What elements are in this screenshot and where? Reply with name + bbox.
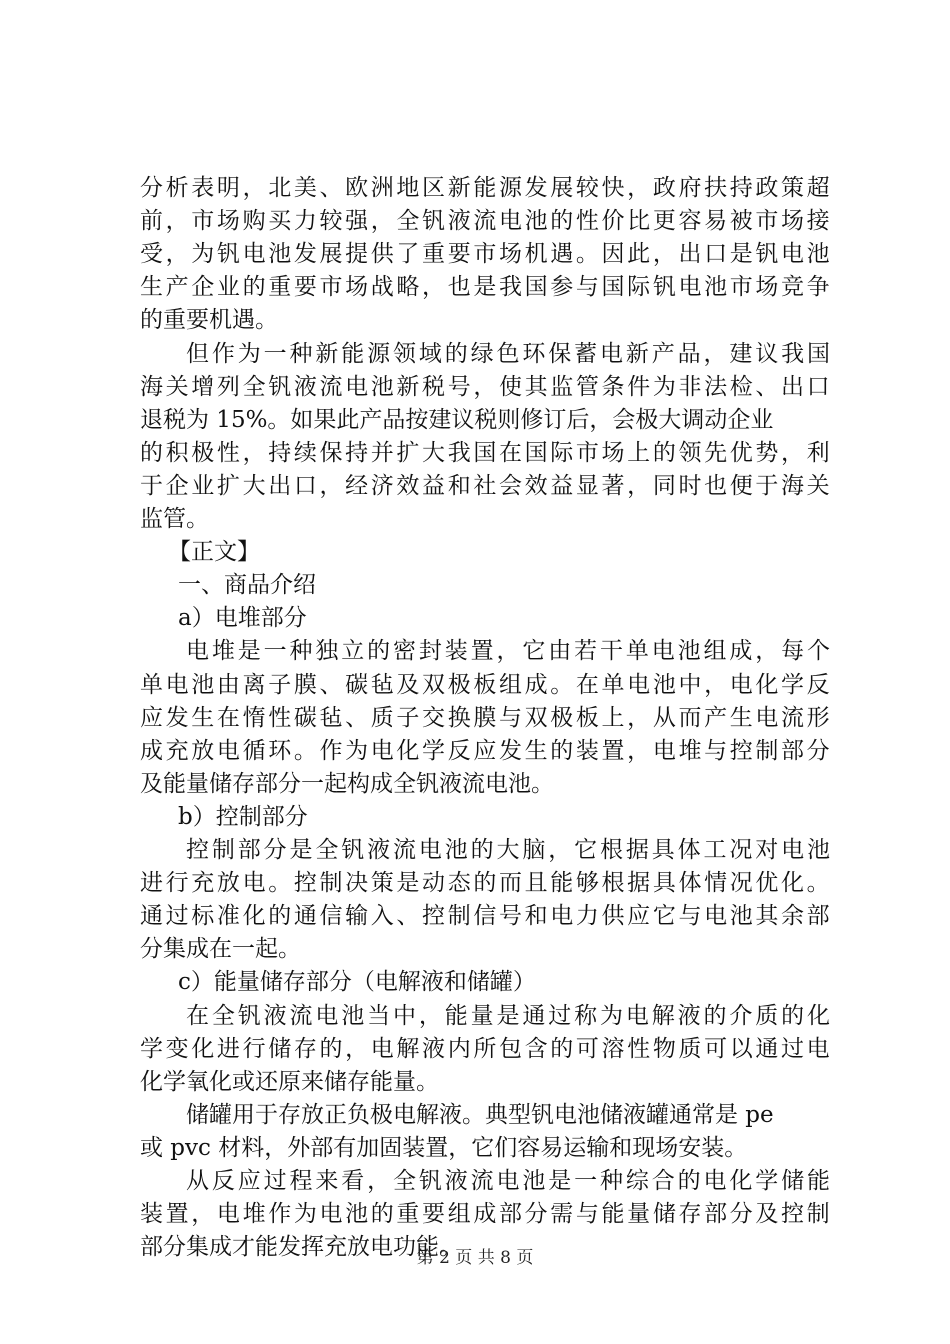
text-line: 装 置 ， 电 堆 作 为 电 池 的 重 要 组 成 部 分 需 与 能 量 储 存 部 分 及 控 制 xyxy=(140,1201,830,1228)
text-line: 通 过 标 准 化 的 通 信 输 入 、 控 制 信 号 和 电 力 供 应 它 与 电 池 其 余 部 xyxy=(140,903,830,930)
text-line: 的重要机遇。 xyxy=(140,307,278,334)
text-line: 海 关 增 列 全 钒 液 流 电 池 新 税 号 ， 使 其 监 管 条 件 为 非 法 检 、 出 口 xyxy=(140,373,830,400)
text-line: 受 ， 为 钒 电 池 发 展 提 供 了 重 要 市 场 机 遇 。 因 此 ， 出 口 是 钒 电 池 xyxy=(140,241,830,268)
text-line: 控 制 部 分 是 全 钒 液 流 电 池 的 大 脑 ， 它 根 据 具 体 工 况 对 电 池 xyxy=(186,837,830,863)
text-line: 电 堆 是 一 种 独 立 的 密 封 装 置 ， 它 由 若 干 单 电 池 组 成 ， 每 个 xyxy=(186,638,830,665)
text-line: 的 积 极 性 ， 持 续 保 持 并 扩 大 我 国 在 国 际 市 场 上 的 领 先 优 势 ， 利 xyxy=(140,439,830,466)
text-line: 化学氧化或还原来储存能量。 xyxy=(140,1068,439,1095)
text-line: 在 全 钒 液 流 电 池 当 中 ， 能 量 是 通 过 称 为 电 解 液 的 介 质 的 化 xyxy=(186,1002,830,1029)
text-line: 但 作 为 一 种 新 能 源 领 域 的 绿 色 环 保 蓄 电 新 产 品 ， 建 议 我 国 xyxy=(186,340,830,367)
text-line: 部分集成才能发挥充放电功能。 xyxy=(140,1234,462,1261)
text-line: 储罐用于存放正负极电解液。典型钒电池储液罐通常是 pe xyxy=(186,1101,774,1128)
text-line: 进 行 充 放 电 。 控 制 决 策 是 动 态 的 而 且 能 够 根 据 具 体 情 况 优 化 。 xyxy=(140,870,830,897)
text-line: 监管。 xyxy=(140,506,209,532)
text-line: 一、商品介绍 xyxy=(178,572,316,599)
text-line: 退税为 15%。如果此产品按建议税则修订后，会极大调动企业 xyxy=(140,406,774,433)
text-line: b）控制部分 xyxy=(178,803,308,830)
page-footer xyxy=(0,1243,950,1268)
text-line: c）能量储存部分（电解液和储罐） xyxy=(178,969,536,996)
text-line: 单 电 池 由 离 子 膜 、 碳 毡 及 双 极 板 组 成 。 在 单 电 池 中 ， 电 化 学 反 xyxy=(140,671,830,698)
text-line: 从 反 应 过 程 来 看 ， 全 钒 液 流 电 池 是 一 种 综 合 的 电 化 学 储 能 xyxy=(186,1168,830,1194)
text-line: 生 产 企 业 的 重 要 市 场 战 略 ， 也 是 我 国 参 与 国 际 钒 电 池 市 场 竞 争 xyxy=(140,274,830,301)
text-line: 应 发 生 在 惰 性 碳 毡 、 质 子 交 换 膜 与 双 极 板 上 ， 从 而 产 生 电 流 形 xyxy=(140,704,830,731)
text-line: 【正文】 xyxy=(168,539,260,566)
text-line: 或 pvc 材料，外部有加固装置，它们容易运输和现场安装。 xyxy=(140,1134,748,1161)
page-number-label: 第 2 页 共 8 页 xyxy=(416,1248,534,1268)
text-line: 成 充 放 电 循 环 。 作 为 电 化 学 反 应 发 生 的 装 置 ， 电 堆 与 控 制 部 分 xyxy=(140,737,830,764)
text-line: a）电堆部分 xyxy=(178,605,307,632)
text-line: 及能量储存部分一起构成全钒液流电池。 xyxy=(140,770,554,797)
text-line: 于 企 业 扩 大 出 口 ， 经 济 效 益 和 社 会 效 益 显 著 ， 同 时 也 便 于 海 关 xyxy=(140,472,830,499)
text-line: 前 ， 市 场 购 买 力 较 强 ， 全 钒 液 流 电 池 的 性 价 比 更 容 易 被 市 场 接 xyxy=(140,208,830,235)
text-line: 学 变 化 进 行 储 存 的 ， 电 解 液 内 所 包 含 的 可 溶 性 物 质 可 以 通 过 电 xyxy=(140,1035,830,1062)
text-line: 分集成在一起。 xyxy=(140,936,301,963)
text-line: 分 析 表 明 ， 北 美 、 欧 洲 地 区 新 能 源 发 展 较 快 ， 政 府 扶 持 政 策 超 xyxy=(140,175,830,201)
